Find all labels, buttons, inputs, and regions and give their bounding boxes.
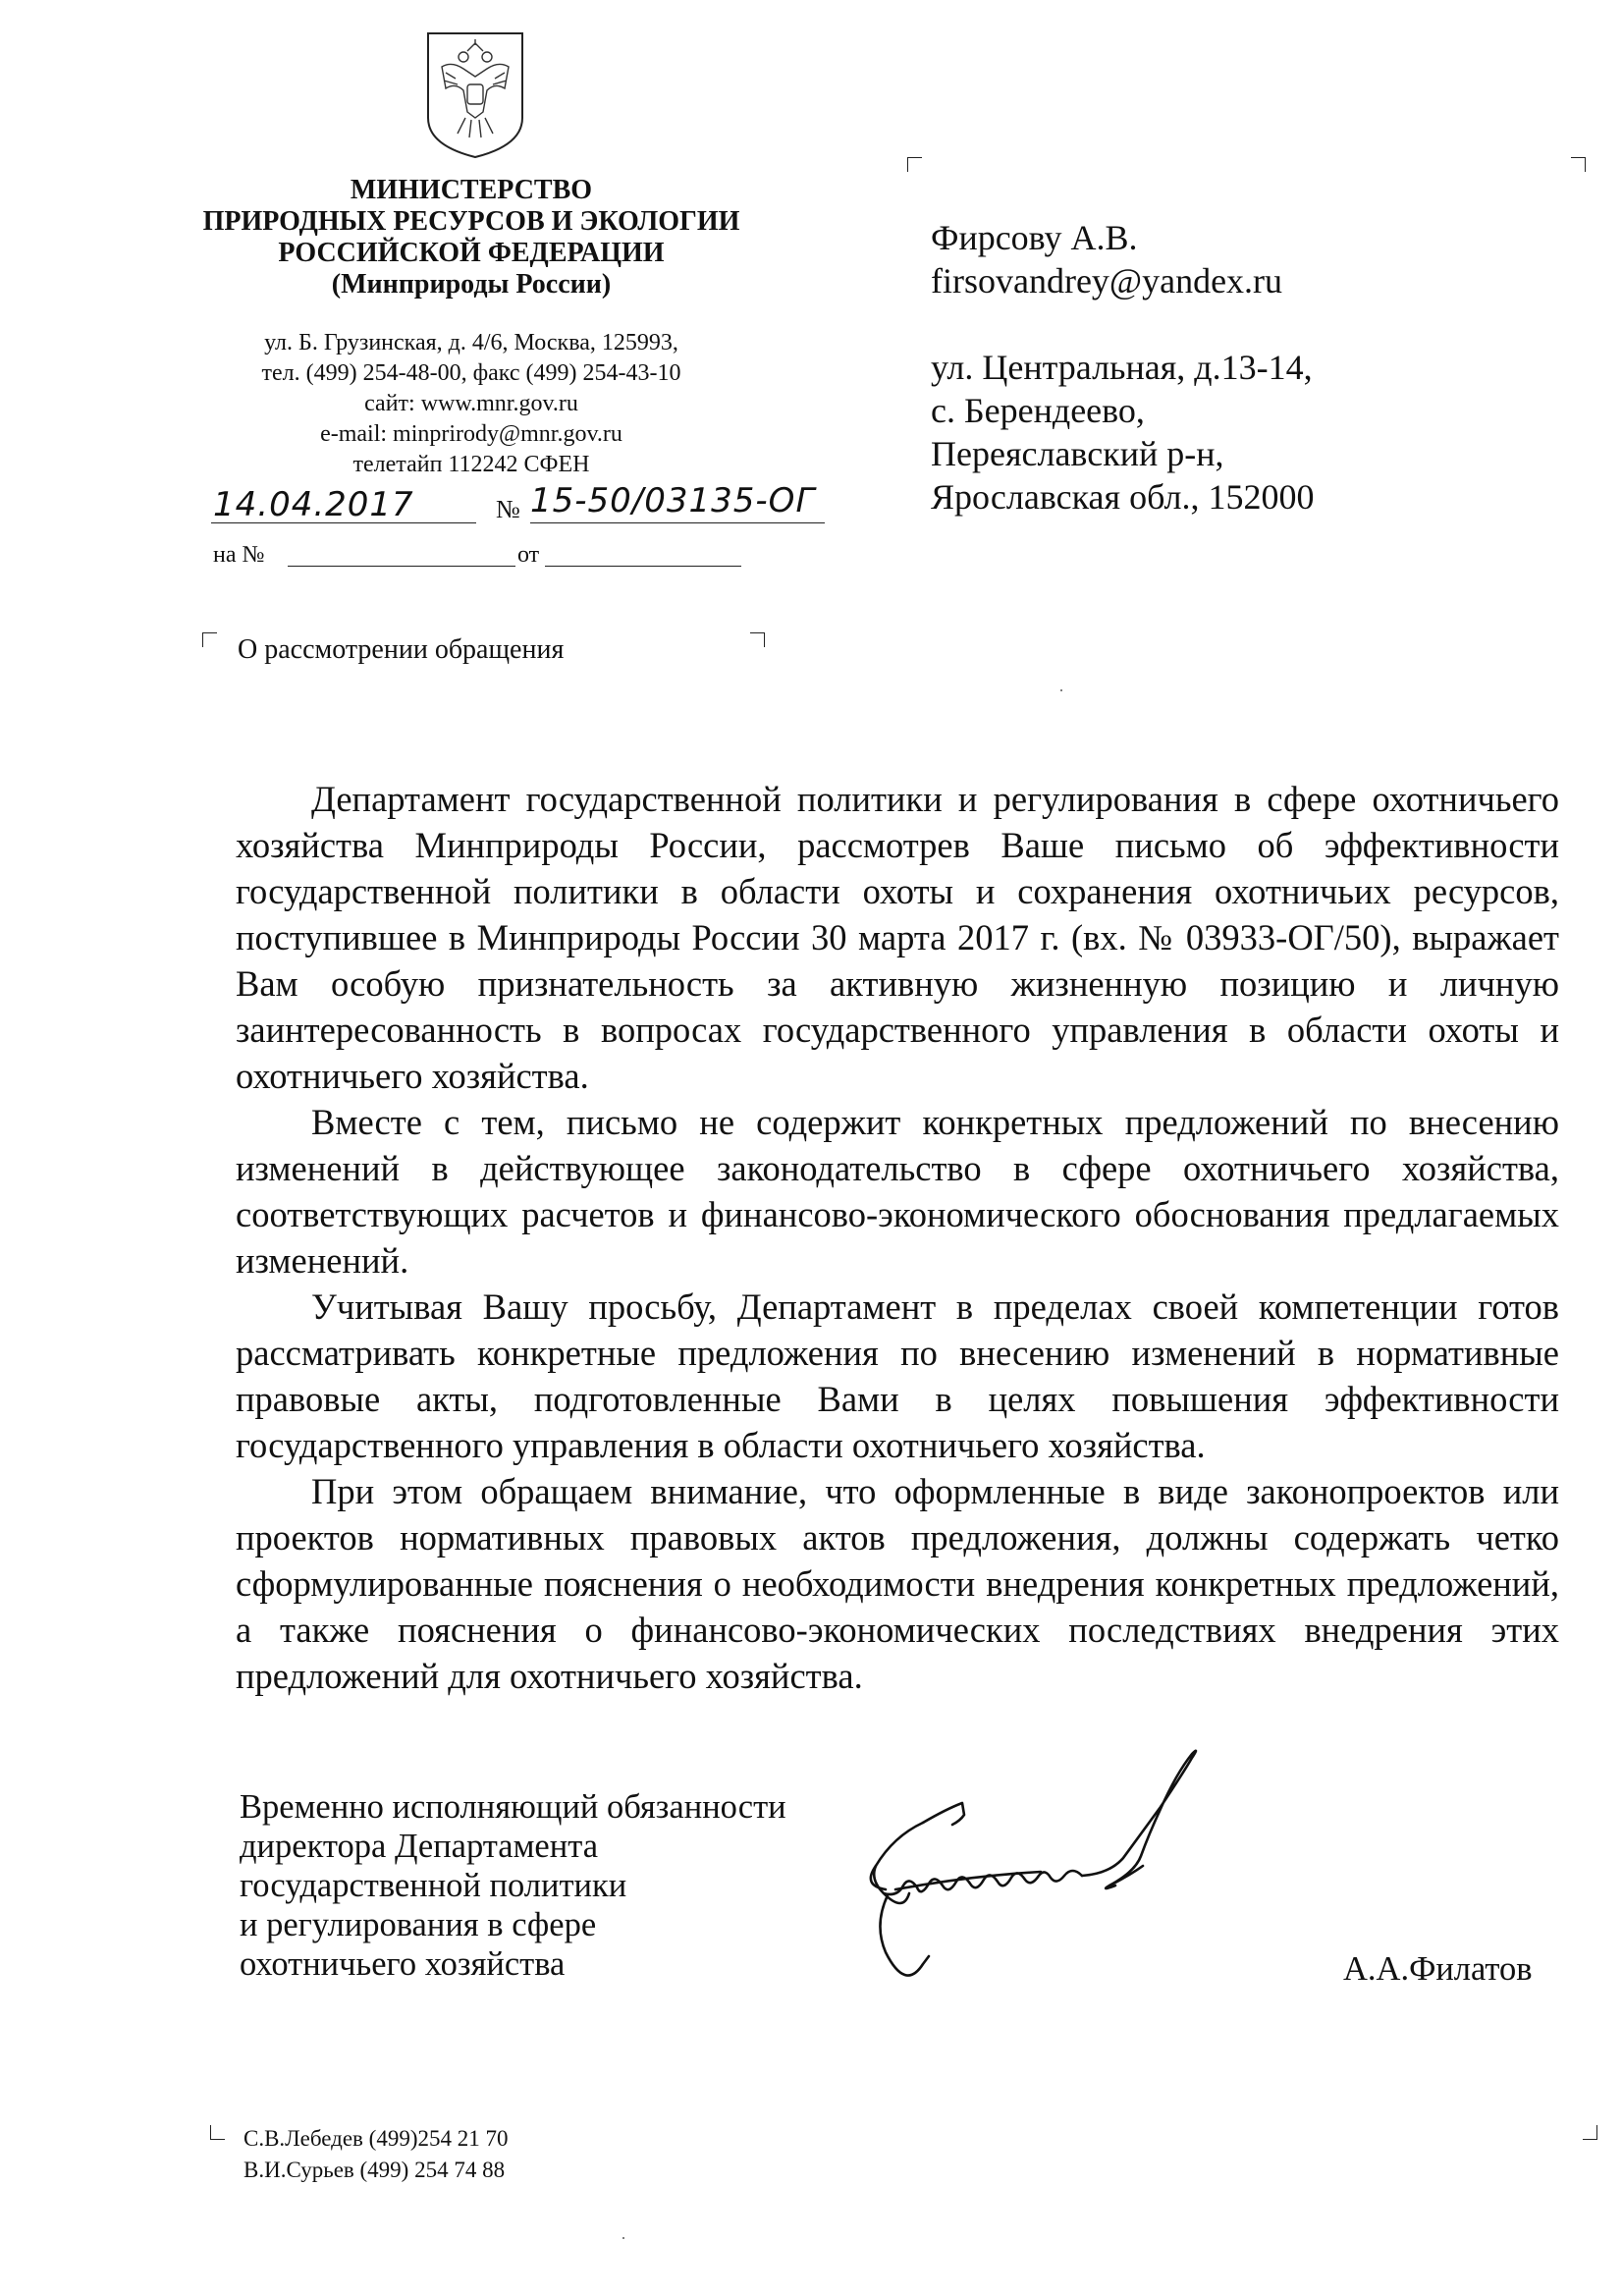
letter-body xyxy=(236,776,1559,1699)
contact-line: тел. (499) 254-48-00, факс (499) 254-43-10 xyxy=(261,360,681,386)
recipient-address-line: Переяславский р-н, xyxy=(931,434,1224,473)
contact-line: e-mail: minprirody@mnr.gov.ru xyxy=(320,421,622,447)
scan-speck xyxy=(1060,689,1062,691)
recipient-block xyxy=(931,216,1579,519)
executors-bracket-right xyxy=(1583,2125,1597,2140)
scan-speck xyxy=(622,2237,624,2239)
executor-line: С.В.Лебедев (499)254 21 70 xyxy=(243,2126,509,2151)
ministry-line: (Минприроды России) xyxy=(331,269,612,300)
recipient-address-line: ул. Центральная, д.13-14, xyxy=(931,348,1313,387)
executors-bracket-left xyxy=(210,2125,225,2140)
position-line: Временно исполняющий обязанности xyxy=(240,1788,786,1826)
signer-name: А.А.Филатов xyxy=(1343,1950,1533,1988)
russian-coat-of-arms-icon xyxy=(422,27,528,161)
ref-number-underline xyxy=(288,566,515,567)
contact-line: телетайп 112242 СФЕН xyxy=(352,452,590,477)
ref-from-underline xyxy=(545,566,741,567)
recipient-address-line: с. Берендеево, xyxy=(931,391,1145,430)
subject-bracket-left xyxy=(202,632,217,647)
body-paragraph: При этом обращаем внимание, что оформленные в виде законопроектов или проектов нормативных правовых актов предложения, должны содержать четко сформулированные пояснения о необходимости внедрения конкретных предложений, а также пояснения о финансово-экономических последствиях внедрения этих предложений для охотничьего хозяйства. xyxy=(236,1471,1559,1696)
position-line: директора Департамента xyxy=(240,1828,599,1865)
signer-position xyxy=(240,1787,868,1984)
registration-line xyxy=(211,481,849,534)
recipient-email: firsovandrey@yandex.ru xyxy=(931,261,1283,301)
executor-line: В.И.Сурьев (499) 254 74 88 xyxy=(243,2158,506,2182)
handwritten-signature xyxy=(815,1728,1247,2013)
contact-line: сайт: www.mnr.gov.ru xyxy=(364,391,578,416)
ministry-line: МИНИСТЕРСТВО xyxy=(350,175,593,205)
contact-line: ул. Б. Грузинская, д. 4/6, Москва, 125993, xyxy=(264,330,678,355)
recipient-address-line: Ярославская обл., 152000 xyxy=(931,477,1315,517)
ref-number-label: на № xyxy=(213,542,265,568)
ministry-line: ПРИРОДНЫХ РЕСУРСОВ И ЭКОЛОГИИ xyxy=(202,206,740,237)
registration-number: 15-50/03135-ОГ xyxy=(530,481,816,520)
recipient-name: Фирсову А.В. xyxy=(931,218,1138,257)
handwritten-signature-icon xyxy=(815,1728,1247,2013)
number-label: № xyxy=(496,495,520,523)
recipient-bracket-left xyxy=(907,157,922,172)
position-line: охотничьего хозяйства xyxy=(240,1945,566,1983)
registration-date: 14.04.2017 xyxy=(213,485,414,524)
position-line: государственной политики xyxy=(240,1867,627,1904)
reference-line xyxy=(211,542,761,575)
coat-of-arms-emblem xyxy=(422,27,528,161)
recipient-bracket-right xyxy=(1571,157,1586,172)
date-underline xyxy=(211,522,476,523)
number-underline xyxy=(530,522,825,523)
body-paragraph: Учитывая Вашу просьбу, Департамент в пределах своей компетенции готов рассматривать конкретные предложения по внесению изменений в нормативные правовые акты, подготовленные Вами в целях повышения эффективности государственного управления в области охотничьего хозяйства. xyxy=(236,1286,1559,1465)
subject-bracket-right xyxy=(750,632,765,647)
body-paragraph: Вместе с тем, письмо не содержит конкретных предложений по внесению изменений в действующее законодательство в сфере охотничьего хозяйства, соответствующих расчетов и финансово-экономического обоснования предлагаемых изменений. xyxy=(236,1102,1559,1281)
executors-block xyxy=(243,2123,508,2186)
ministry-contacts xyxy=(196,328,746,480)
position-line: и регулирования в сфере xyxy=(240,1906,597,1943)
ministry-line: РОССИЙСКОЙ ФЕДЕРАЦИИ xyxy=(278,238,665,268)
body-paragraph: Департамент государственной политики и регулирования в сфере охотничьего хозяйства Минприроды России, рассмотрев Ваше письмо об эффективности государственной политики в области охоты и сохранения охотничьих ресурсов, поступившее в Минприроды России 30 марта 2017 г. (вх. № 03933-ОГ/50), выражает Вам особую признательность за активную жизненную позицию и личную заинтересованность в вопросах государственного управления в области охоты и охотничьего хозяйства. xyxy=(236,779,1559,1096)
ministry-name xyxy=(196,175,746,301)
letter-subject: О рассмотрении обращения xyxy=(238,634,565,665)
ref-from-label: от xyxy=(517,542,540,568)
